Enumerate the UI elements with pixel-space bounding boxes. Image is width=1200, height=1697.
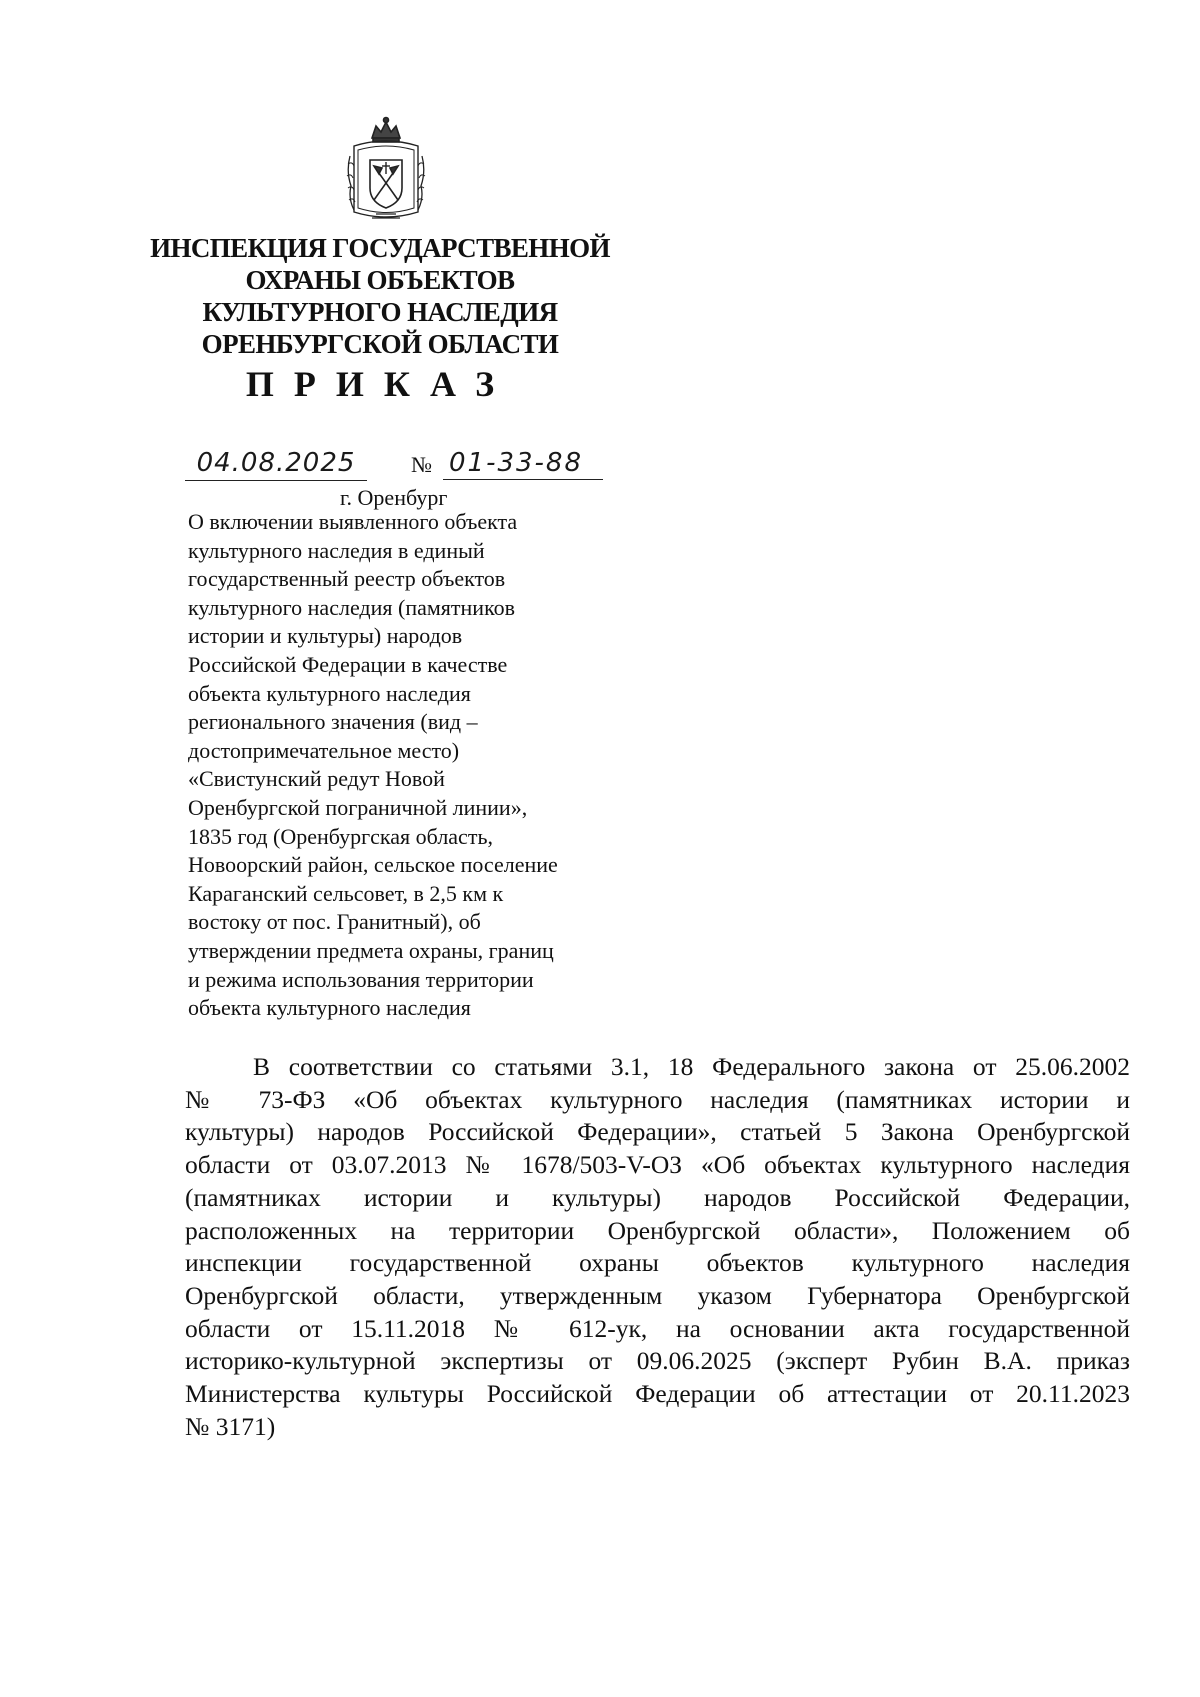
org-name-line-2: ОХРАНЫ ОБЪЕКТОВ bbox=[245, 265, 515, 295]
body-line: Оренбургской области, утвержденным указом Губернатора Оренбургской bbox=[185, 1280, 1130, 1310]
subject-line: 1835 год (Оренбургская область, bbox=[188, 823, 493, 849]
subject-line: «Свистунский редут Новой bbox=[188, 766, 445, 792]
body-line: Министерства культуры Российской Федерации об аттестации от 20.11.2023 bbox=[185, 1379, 1130, 1409]
body-line: № 3171) bbox=[185, 1411, 276, 1441]
subject-line: Новоорский район, сельское поселение bbox=[188, 852, 558, 878]
organization-name bbox=[150, 232, 610, 360]
body-paragraph bbox=[185, 1051, 1130, 1443]
subject-line: государственный реестр объектов bbox=[188, 566, 506, 592]
body-line: историко-культурной экспертизы от 09.06.2025 (эксперт Рубин В.А. приказ bbox=[185, 1346, 1130, 1376]
coat-of-arms-icon bbox=[346, 116, 426, 226]
body-line: расположенных на территории Оренбургской области», Положением об bbox=[185, 1215, 1130, 1245]
subject-line: объекта культурного наследия bbox=[188, 680, 471, 706]
body-line: культуры) народов Российской Федерации», статьей 5 Закона Оренбургской bbox=[185, 1117, 1130, 1147]
subject-line: О включении выявленного объекта bbox=[188, 509, 518, 534]
subject-line: регионального значения (вид – bbox=[188, 709, 478, 735]
order-subject bbox=[188, 508, 608, 1023]
org-name-line-4: ОРЕНБУРГСКОЙ ОБЛАСТИ bbox=[201, 329, 559, 359]
subject-line: объекта культурного наследия bbox=[188, 995, 471, 1021]
subject-line: культурного наследия в единый bbox=[188, 537, 485, 563]
body-line: инспекции государственной охраны объектов культурного наследия bbox=[185, 1248, 1130, 1278]
subject-line: востоку от пос. Гранитный), об bbox=[188, 909, 481, 935]
subject-line: и режима использования территории bbox=[188, 966, 534, 992]
org-name-line-3: КУЛЬТУРНОГО НАСЛЕДИЯ bbox=[202, 297, 558, 327]
body-line: области от 15.11.2018 № 612-ук, на основании акта государственной bbox=[185, 1313, 1130, 1343]
subject-line: культурного наследия (памятников bbox=[188, 594, 516, 620]
body-line: области от 03.07.2013 № 1678/503-V-ОЗ «Об объектах культурного наследия bbox=[185, 1150, 1130, 1180]
subject-line: Оренбургской пограничной линии», bbox=[188, 794, 528, 820]
body-line: В соответствии со статьями 3.1, 18 Федерального закона от 25.06.2002 bbox=[253, 1052, 1130, 1081]
subject-line: Караганский сельсовет, в 2,5 км к bbox=[188, 880, 504, 906]
subject-line: утверждении предмета охраны, границ bbox=[188, 937, 554, 963]
handwritten-number: 01-33-88 bbox=[443, 446, 603, 480]
subject-line: достопримечательное место) bbox=[188, 737, 460, 763]
org-name-line-1: ИНСПЕКЦИЯ ГОСУДАРСТВЕННОЙ bbox=[150, 233, 610, 263]
subject-line: Российской Федерации в качестве bbox=[188, 651, 508, 677]
body-line: № 73-ФЗ «Об объектах культурного наследия (памятниках истории и bbox=[185, 1084, 1130, 1114]
body-line: (памятниках истории и культуры) народов Российской Федерации, bbox=[185, 1182, 1130, 1212]
document-type-title: ПРИКАЗ bbox=[245, 364, 515, 404]
handwritten-date: 04.08.2025 bbox=[185, 446, 367, 481]
number-sign: № bbox=[411, 452, 432, 477]
subject-line: истории и культуры) народов bbox=[188, 623, 463, 649]
date-number-row bbox=[185, 446, 605, 484]
city-label: г. Оренбург bbox=[340, 485, 448, 510]
